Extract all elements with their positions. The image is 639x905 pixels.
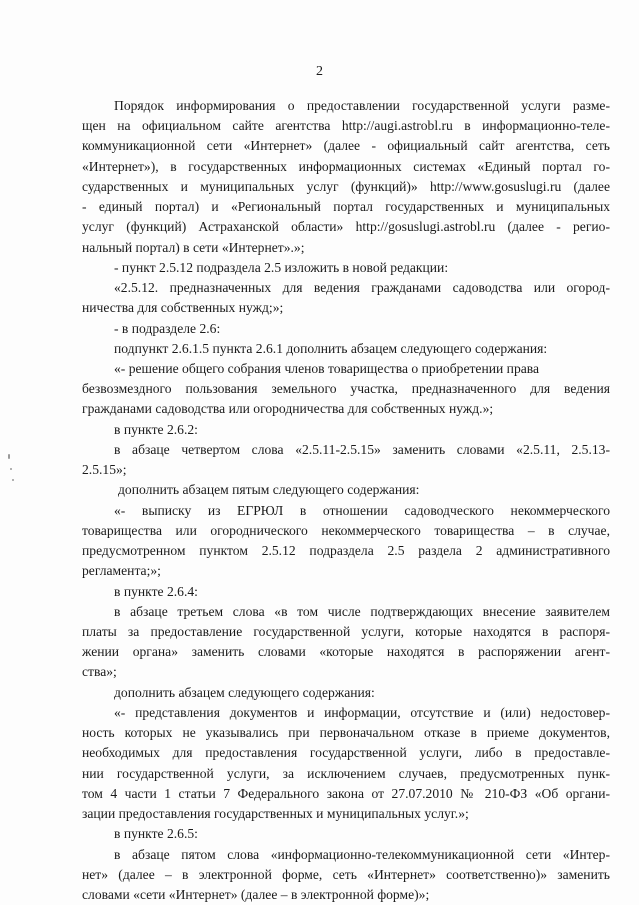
scan-speck [10, 468, 12, 470]
text-line: в абзаце четвертом слова «2.5.11-2.5.15» заменить словами «2.5.11, 2.5.13- [114, 442, 610, 457]
text-line: «- представления документов и информации, отсутствие и (или) недостовер- [114, 705, 610, 720]
text-line: коммуникационной сети «Интернет» (далее - официальный сайт агентства, сеть [82, 138, 610, 153]
text-line: в пункте 2.6.5: [114, 826, 198, 841]
text-line: регламента;»; [82, 563, 161, 578]
text-line: «Интернет»), в государственных информационных системах «Единый портал го- [82, 159, 610, 174]
text-line: - единый портал) и «Региональный портал государственных и муниципальных [82, 199, 610, 214]
text-line: «2.5.12. предназначенных для ведения гражданами садоводства или огород- [114, 280, 610, 295]
text-line: подпункт 2.6.1.5 пункта 2.6.1 дополнить абзацем следующего содержания: [114, 341, 548, 356]
text-line: нет» (далее – в электронной форме, сеть «Интернет» соответственно)» заменить [82, 867, 610, 882]
text-line: предусмотренном пунктом 2.5.12 подраздела 2.5 раздела 2 административного [82, 543, 610, 558]
text-line: 2.5.15»; [82, 462, 127, 477]
text-line: товарищества или огороднического некоммерческого товарищества – в случае, [82, 523, 610, 538]
text-line: жении органа» заменить словами «которые находятся в распоряжении агент- [82, 644, 610, 659]
text-line: в пункте 2.6.2: [114, 422, 198, 437]
text-line: нальный портал) в сети «Интернет».»; [82, 240, 305, 255]
text-line: - пункт 2.5.12 подраздела 2.5 изложить в новой редакции: [114, 260, 449, 275]
text-line: Порядок информирования о предоставлении государственной услуги разме- [114, 98, 610, 113]
text-line: гражданами садоводства или огородничества для собственных нужд.»; [82, 401, 494, 416]
page-number: 2 [316, 64, 323, 79]
text-line: нии государственной услуги, за исключением случаев, предусмотренных пунк- [82, 766, 610, 781]
text-line: безвозмездного пользования земельного участка, предназначенного для ведения [82, 381, 610, 396]
text-line: в абзаце третьем слова «в том числе подтверждающих внесение заявителем [114, 604, 610, 619]
scan-speck [8, 454, 10, 459]
text-line: щен на официальном сайте агентства http://augi.astrobl.ru в информационно-теле- [82, 118, 610, 133]
text-line: ства»; [82, 664, 117, 679]
scan-speck [12, 479, 14, 481]
text-line: необходимых для предоставления государственной услуги, либо в предоставле- [82, 745, 610, 760]
text-line: - в подразделе 2.6: [114, 321, 221, 336]
text-line: «- решение общего собрания членов товарищества о приобретении права [114, 361, 540, 376]
text-line: дополнить абзацем пятым следующего содержания: [118, 482, 420, 497]
text-line: зации предоставления государственных и муниципальных услуг.»; [82, 806, 469, 821]
text-line: «- выписку из ЕГРЮЛ в отношении садоводческого некоммерческого [114, 503, 610, 518]
text-line: услуг (функций) Астраханской области» http://gosuslugi.astrobl.ru (далее - регио- [82, 219, 610, 234]
text-line: том 4 части 1 статьи 7 Федерального закона от 27.07.2010 № 210-ФЗ «Об органи- [82, 786, 610, 801]
text-line: в пункте 2.6.4: [114, 584, 198, 599]
text-line: в абзаце пятом слова «информационно-телекоммуникационной сети «Интер- [114, 847, 610, 862]
text-line: сударственных и муниципальных услуг (функций)» http://www.gosuslugi.ru (далее [82, 179, 610, 194]
text-line: дополнить абзацем следующего содержания: [114, 685, 375, 700]
text-line: платы за предоставление государственной услуги, которые находятся в распоря- [82, 624, 610, 639]
text-line: ничества для собственных нужд;»; [82, 300, 284, 315]
text-line: ность которых не указывались при первоначальном отказе в приеме документов, [82, 725, 610, 740]
text-line: словами «сети «Интернет» (далее – в электронной форме)»; [82, 887, 430, 902]
